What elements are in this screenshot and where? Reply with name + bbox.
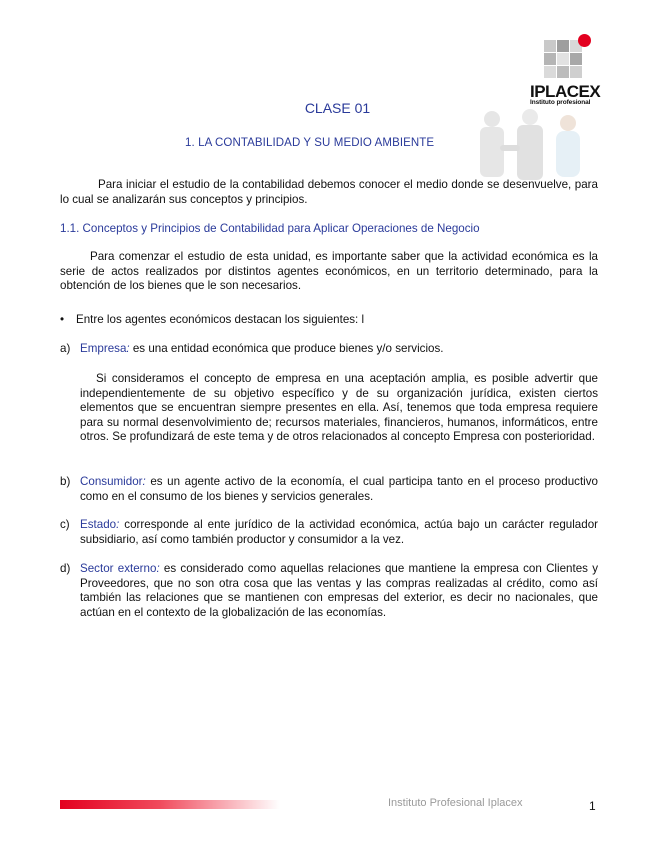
intro-text: Para iniciar el estudio de la contabilidad debemos conocer el medio donde se desenvuelve, para lo cual se analizarán sus conceptos y principios.	[60, 178, 598, 206]
item-marker: b)	[60, 475, 71, 488]
item-text: es una entidad económica que produce bienes y/o servicios.	[129, 342, 444, 355]
page-number: 1	[589, 799, 596, 813]
item-marker: c)	[60, 518, 70, 531]
bullet-text: Entre los agentes económicos destacan los siguientes: l	[76, 313, 365, 326]
footer-bar	[60, 800, 280, 809]
list-item-empresa	[60, 342, 598, 357]
item-text: corresponde al ente jurídico de la actividad económica, actúa bajo un carácter regulador subsidiario, así como también productor y consumidor a la vez.	[80, 518, 598, 546]
item-label: Consumidor	[80, 475, 143, 488]
section-heading: 1.1. Conceptos y Principios de Contabilidad para Aplicar Operaciones de Negocio	[60, 222, 480, 235]
empresa-detail-paragraph	[80, 372, 598, 445]
item-marker: a)	[60, 342, 71, 355]
item-label: Empresa	[80, 342, 127, 355]
empresa-detail-text: Si consideramos el concepto de empresa en una aceptación amplia, es posible advertir que independientemente de su objetivo específico y de su organización jurídica, existen ciertos elementos que se encuentran siempre presentes en ella. Así, tenemos que toda empresa requiere para su normal desenvolvimiento de; recursos materiales, financieros, humanos, informáticos, entre otros. Se profundizará de este tema y de otros relacionados al concepto Empresa con posterioridad.	[80, 372, 598, 444]
list-item-consumidor	[60, 475, 598, 504]
item-text: es un agente activo de la economía, el cual participa tanto en el proceso productivo como en el consumo de los bienes y servicios generales.	[80, 475, 598, 503]
item-sep: :	[126, 342, 130, 355]
item-sep: :	[142, 475, 146, 488]
section-paragraph	[60, 250, 598, 294]
item-label: Estado	[80, 518, 117, 531]
bullet-item	[60, 313, 598, 328]
page-title: CLASE 01	[304, 100, 371, 116]
logo-tagline: Instituto profesional	[530, 99, 591, 106]
logo-name: IPLACEX	[530, 82, 601, 101]
bullet-dot: •	[60, 313, 65, 326]
logo-mark	[544, 40, 590, 80]
item-label: Sector externo	[80, 562, 157, 575]
section-title: 1. LA CONTABILIDAD Y SU MEDIO AMBIENTE	[185, 137, 435, 149]
section-text: Para comenzar el estudio de esta unidad, es importante saber que la actividad económica es la serie de actos realizados por distintos agentes económicos, en un territorio determinado, para la obtención de los bienes que le son necesarios.	[60, 250, 598, 293]
list-item-estado	[60, 518, 598, 547]
item-sep: :	[156, 562, 160, 575]
footer-institution: Instituto Profesional Iplacex	[388, 797, 523, 809]
item-text: es considerado como aquellas relaciones que mantiene la empresa con Clientes y Proveedores, que no son otra cosa que las ventas y las compras realizadas al crédito, como así también las relaciones que se mantienen con empresas del exterior, es decir no nacionales, que actúan en el contexto de la globalización de las economías.	[80, 562, 598, 619]
list-item-sector-externo	[60, 562, 598, 620]
business-people-illustration	[470, 105, 590, 180]
intro-paragraph	[60, 178, 598, 207]
item-marker: d)	[60, 562, 71, 575]
item-sep: :	[116, 518, 120, 531]
